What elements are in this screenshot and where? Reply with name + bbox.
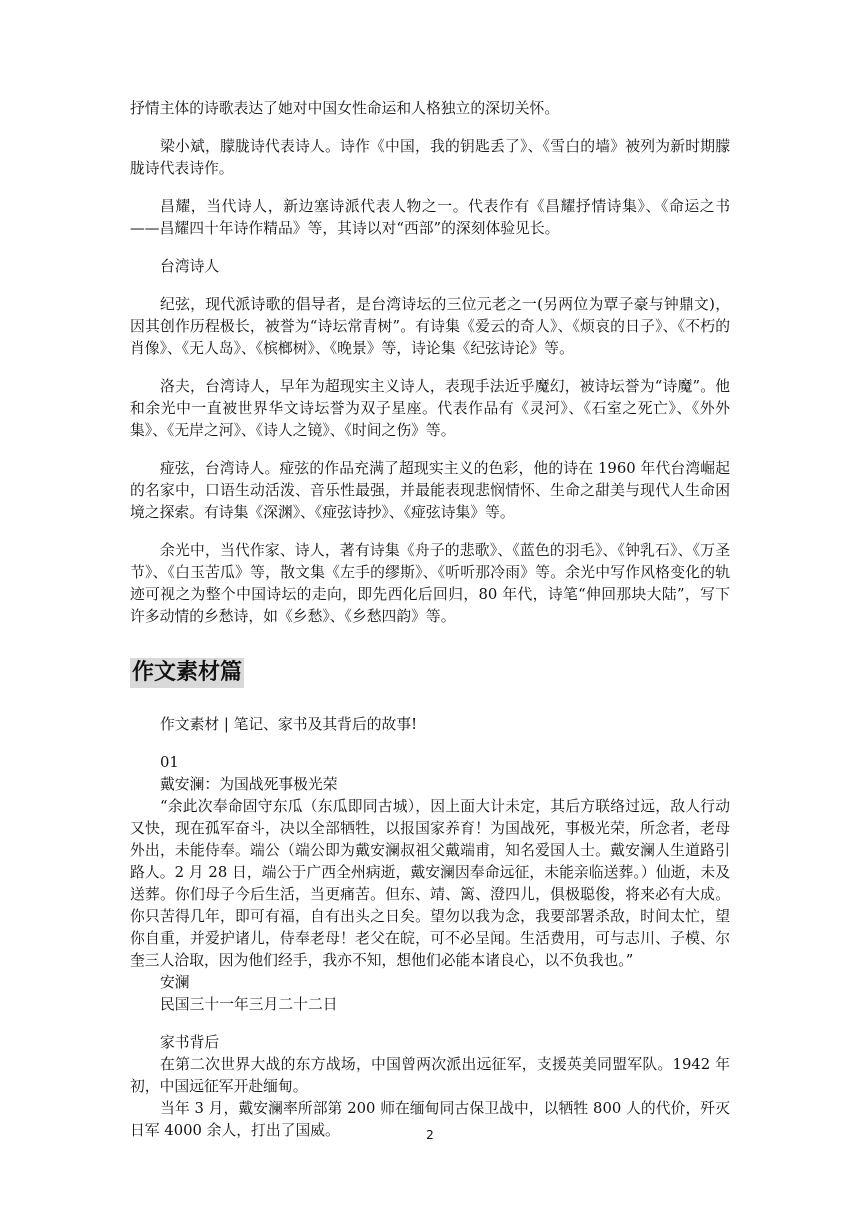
letter-title: 戴安澜：为国战死事极光荣: [160, 776, 338, 793]
paragraph-liang-xiaobin: 梁小斌，朦胧诗代表诗人。诗作《中国，我的钥匙丢了》、《雪白的墙》被列为新时期朦胧诗代表诗作。: [130, 138, 730, 177]
paragraph-ya-xian: 痖弦，台湾诗人。痖弦的作品充满了超现实主义的色彩，他的诗在 1960 年代台湾崛起的名家中，口语生动活泼、音乐性最强，并最能表现悲悯情怀、生命之甜美与现代人生命困境之探索。有诗集《深渊》、《痖弦诗抄》、《痖弦诗集》等。: [130, 460, 730, 521]
page-number: 2: [426, 1128, 434, 1142]
paragraph-continuation: 抒情主体的诗歌表达了她对中国女性命运和人格独立的深切关怀。: [130, 100, 560, 117]
letter-body: “余此次奉命固守东瓜（东瓜即同古城），因上面大计未定，其后方联络过远，敌人行动又快，现在孤军奋斗，决以全部牺牲，以报国家养育！为国战死，事极光荣，所念者，老母外出，未能侍奉。端公（端公即为戴安澜叔祖父戴端甫，知名爱国人士。戴安澜人生道路引路人。2 月 28 日，端公于广西全州病逝，戴安澜因奉命远征，未能亲临送葬。）仙逝，未及送葬。你们母子今后生活，当更痛苦。但东、靖、篱、澄四儿，俱极聪俊，将来必有大成。你只苦得几年，即可有福，自有出头之日矣。望勿以我为念，我要部署杀敌，时间太忙，望你自重，并爱护诸儿，侍奉老母！老父在皖，可不必呈闻。生活费用，可与志川、子模、尔奎三人洽取，因为他们经手，我亦不知，想他们必能本诸良心，以不负我也。”: [130, 798, 730, 969]
section-heading-wrap: [130, 658, 730, 688]
backstory-paragraph: 当年 3 月，戴安澜率所部第 200 师在缅甸同古保卫战中，以牺牲 800 人的代价，歼灭日军 4000 余人，打出了国威。: [130, 1100, 730, 1139]
paragraph-ji-xian: 纪弦，现代派诗歌的倡导者，是台湾诗坛的三位元老之一(另两位为覃子豪与钟鼎文)，因其创作历程极长，被誉为“诗坛常青树”。有诗集《爱云的奇人》、《烦哀的日子》、《不朽的肖像》、《无人岛》、《槟榔树》、《晚景》等，诗论集《纪弦诗论》等。: [130, 296, 730, 357]
section-subtitle: 作文素材 | 笔记、家书及其背后的故事!: [160, 716, 418, 733]
paragraph-luo-fu: 洛夫，台湾诗人，早年为超现实主义诗人，表现手法近乎魔幻，被诗坛誉为“诗魔”。他和余光中一直被世界华文诗坛誉为双子星座。代表作品有《灵河》、《石室之死亡》、《外外集》、《无岸之河》、《诗人之镜》、《时间之伤》等。: [130, 378, 730, 439]
letter-number: 01: [160, 754, 179, 771]
backstory-paragraph: 在第二次世界大战的东方战场，中国曾两次派出远征军，支援英美同盟军队。1942 年初，中国远征军开赴缅甸。: [130, 1056, 730, 1095]
subheading-taiwan-poets: 台湾诗人: [160, 258, 220, 275]
letter-date: 民国三十一年三月二十二日: [160, 996, 338, 1013]
letter-block: [130, 752, 730, 1016]
section-heading: 作文素材篇: [130, 658, 244, 688]
letter-signature: 安澜: [160, 974, 190, 991]
paragraph-yu-guangzhong: 余光中，当代作家、诗人，著有诗集《舟子的悲歌》、《蓝色的羽毛》、《钟乳石》、《万圣节》、《白玉苦瓜》等，散文集《左手的缪斯》、《听听那冷雨》等。余光中写作风格变化的轨迹可视之为整个中国诗坛的走向，即先西化后回归，80 年代，诗笔“伸回那块大陆”，写下许多动情的乡愁诗，如《乡愁》、《乡愁四韵》等。: [130, 542, 730, 625]
backstory-title: 家书背后: [160, 1034, 220, 1051]
document-body: [130, 98, 730, 1158]
paragraph-chang-yao: 昌耀，当代诗人，新边塞诗派代表人物之一。代表作有《昌耀抒情诗集》、《命运之书——昌耀四十年诗作精品》等，其诗以对“西部”的深刻体验见长。: [130, 198, 730, 237]
backstory-block: [130, 1032, 730, 1142]
